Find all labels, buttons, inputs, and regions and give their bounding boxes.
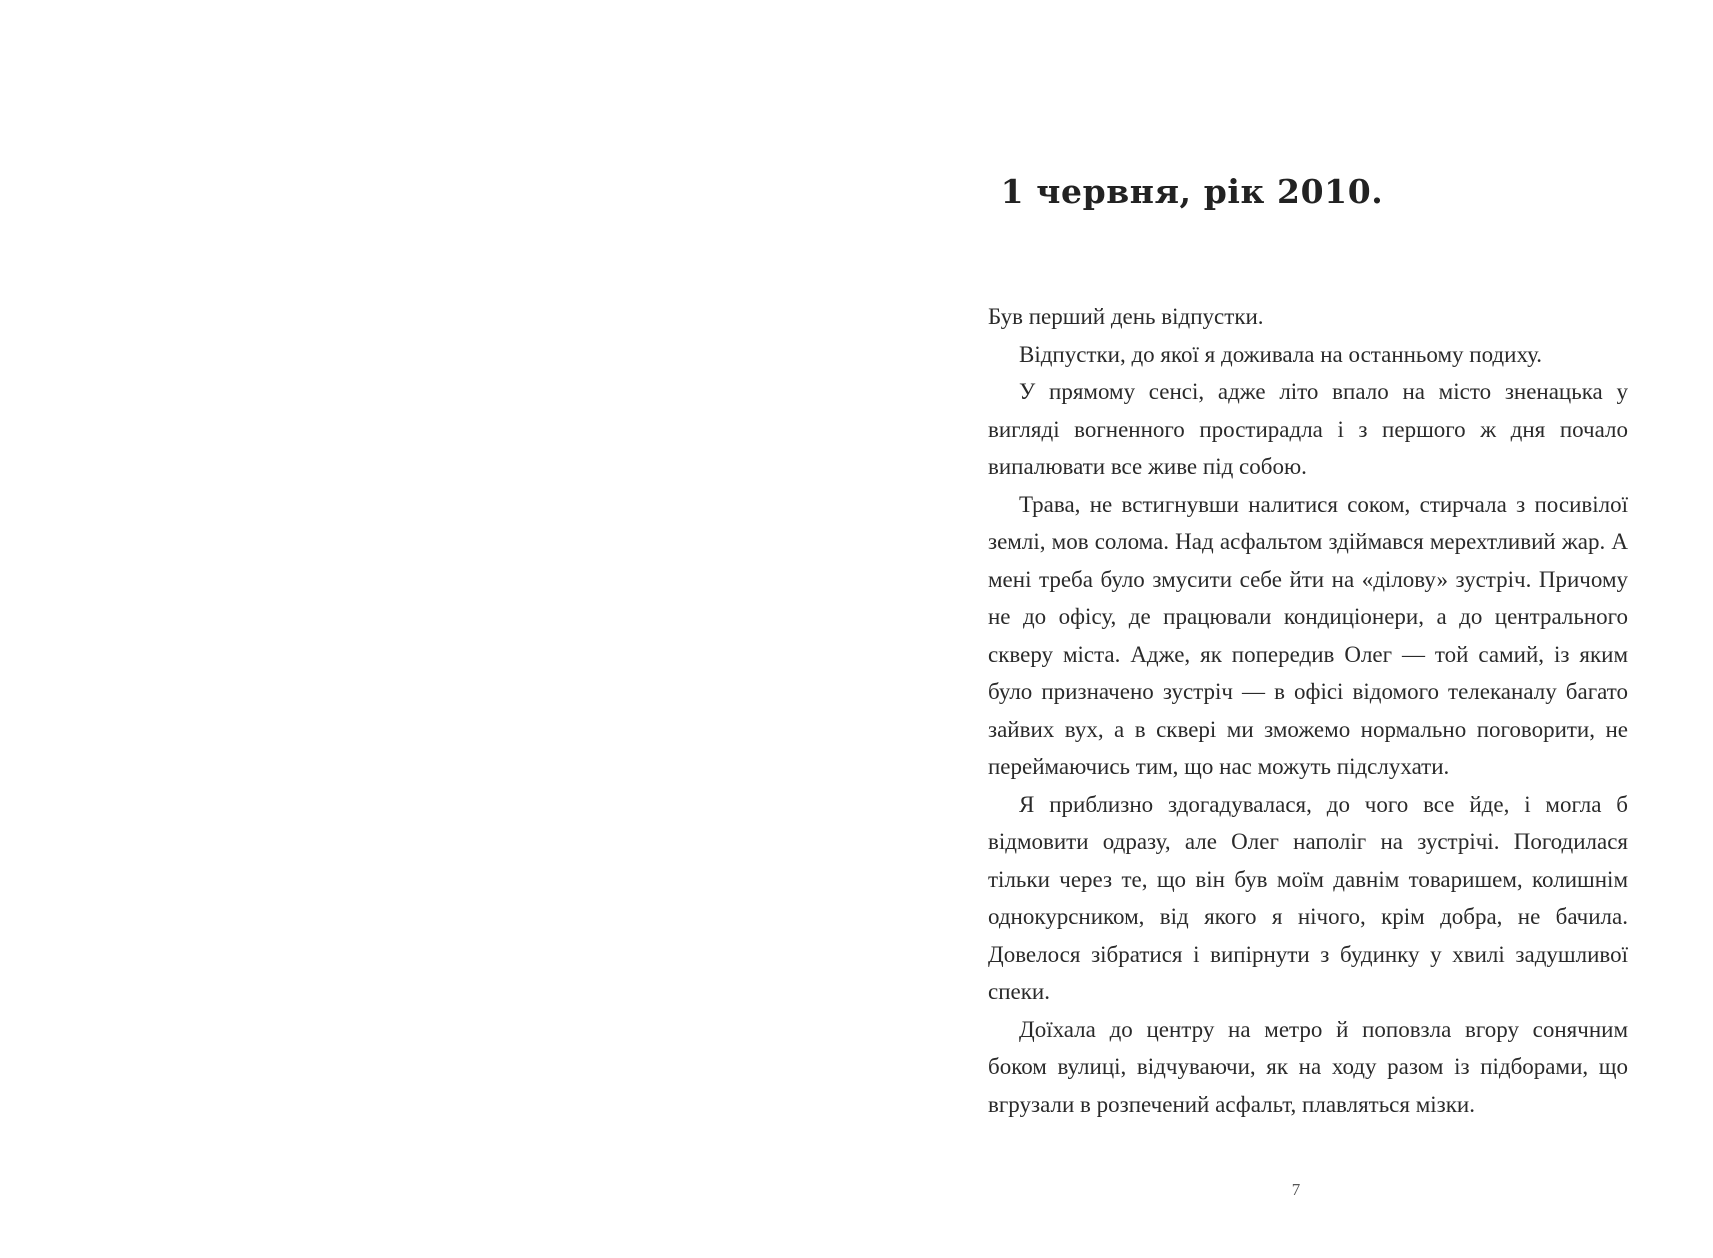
body-text xyxy=(988,298,1628,1123)
paragraph: Я приблизно здогадувалася, до чого все йде, і могла б відмовити одразу, але Олег наполіг на зустрічі. Погодилася тільки через те, що він був моїм давнім товаришем, колишнім однокурсником, від якого я нічого, крім добра, не бачила. Довелося зібратися і випірнути з будинку у хвилі задушливої спеки. xyxy=(988,791,1628,1004)
paragraph: У прямому сенсі, адже літо впало на місто зненацька у вигляді вогненного простирадла і з першого ж дня почало випалювати все живе під собою. xyxy=(988,379,1628,479)
paragraph: Трава, не встигнувши налитися соком, стирчала з посивілої землі, мов солома. Над асфальтом здіймався мерехтливий жар. А мені треба було змусити себе йти на «ділову» зустріч. Причому не до офісу, де працювали кондиціонери, а до центрального скверу міста. Адже, як попередив Олег — той самий, із яким було призначено зустріч — в офісі відомого телеканалу багато зайвих вух, а в сквері ми зможемо нормально поговорити, не переймаючись тим, що нас можуть підслухати. xyxy=(988,491,1628,779)
paragraph: Доїхала до центру на метро й поповзла вгору сонячним боком вулиці, відчуваючи, як на ходу разом із підборами, що вгрузали в розпечений асфальт, плавляться мізки. xyxy=(988,1016,1628,1117)
page-number: 7 xyxy=(1291,1180,1301,1199)
paragraph: Відпустки, до якої я доживала на останньому подиху. xyxy=(1019,341,1543,367)
right-page xyxy=(856,0,1713,1258)
left-page-blank xyxy=(0,0,856,1258)
paragraph: Був перший день відпустки. xyxy=(988,304,1264,329)
chapter-title: 1 червня, рік 2010. xyxy=(1000,172,1384,211)
